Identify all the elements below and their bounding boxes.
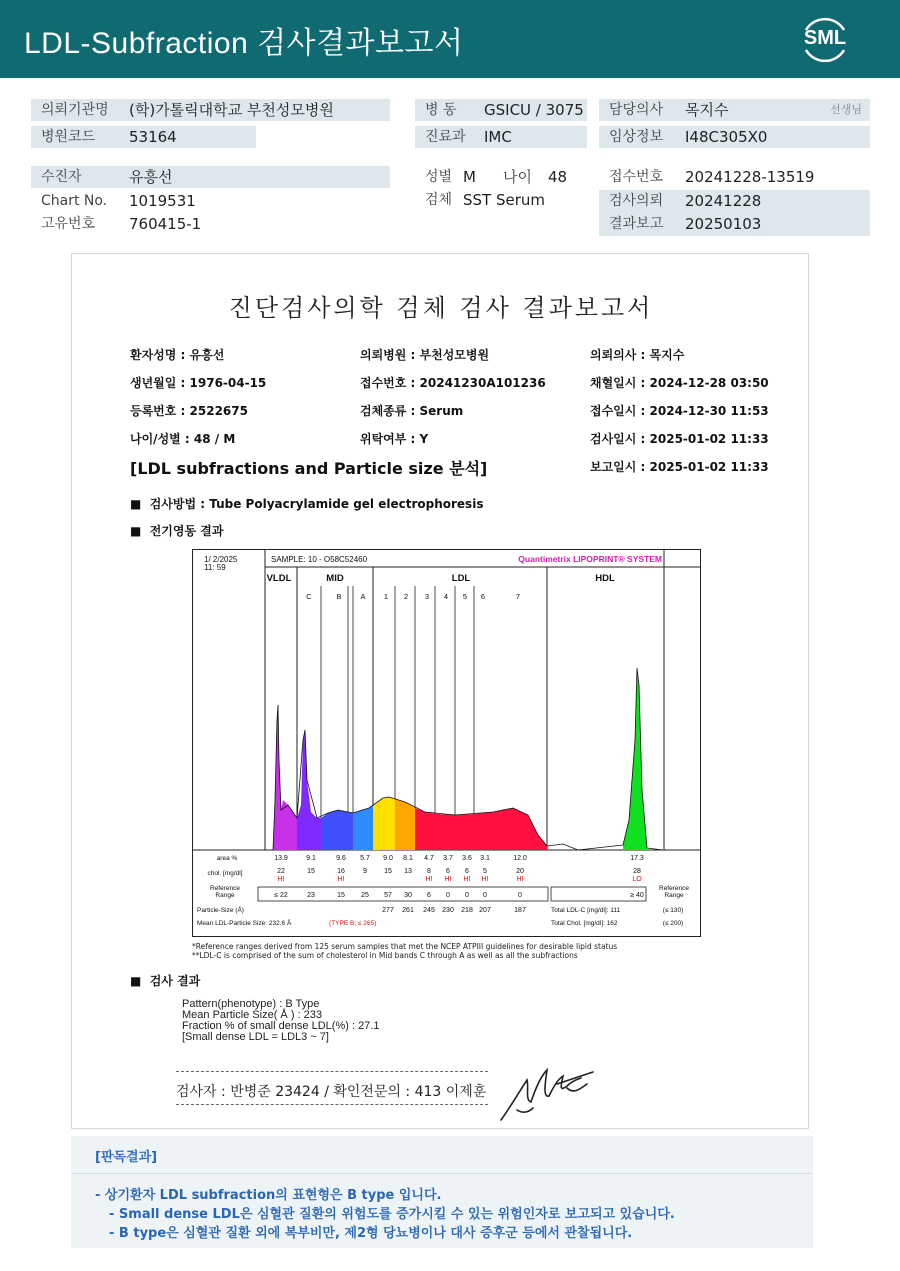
report-title: 진단검사의학 검체 검사 결과보고서: [228, 294, 654, 322]
receipt-field: [599, 166, 870, 188]
doctor-value: 목지수: [685, 101, 729, 119]
divider: [176, 1104, 488, 1105]
chart-flag: HI: [463, 876, 471, 883]
chart-area-value: 9.1: [306, 855, 316, 862]
chart-psize-value: 218: [461, 907, 473, 914]
chart-ref-value: 15: [337, 892, 345, 899]
req-value: 20241228: [685, 192, 762, 210]
method-line: [130, 495, 483, 512]
chart-chol-value: 15: [384, 868, 392, 875]
field-doctor: 의뢰의사 : 목지수: [590, 348, 685, 362]
field-age-sex: 나이/성별 : 48 / M: [130, 432, 236, 446]
chart-area-mid-b: [321, 810, 353, 850]
field-receipt: 접수번호 : 20241230A101236: [360, 376, 546, 390]
result-heading: [130, 972, 200, 989]
chart-area-value: 13.9: [274, 855, 288, 862]
chart-ref-value: 25: [361, 892, 369, 899]
patient-field: [31, 166, 390, 188]
note-1: *Reference ranges derived from 125 serum samples that met the NCEP ATPIII guidelines for desirable lipid status: [192, 942, 618, 951]
report-subtitle: [LDL subfractions and Particle size 분석]: [130, 459, 488, 478]
bullet-icon: ■: [130, 974, 150, 988]
header-bar: [0, 0, 900, 78]
dept-value: IMC: [484, 128, 512, 146]
interpretation-header: [71, 1136, 813, 1174]
chart-ref-value: 0: [518, 892, 522, 899]
chart-ref-right: Range: [664, 892, 684, 899]
chart-ref-value: ≤ 22: [274, 892, 288, 899]
interpretation-line-1: - 상기환자 LDL subfraction의 표현형은 B type 입니다.: [95, 1188, 442, 1203]
field-reg-no: 등록번호 : 2522675: [130, 404, 248, 418]
doctor-suffix: 선생님: [830, 103, 862, 116]
interpretation-line-2: - Small dense LDL은 심혈관 질환의 위험도를 증가시킬 수 있는 위험인자로 보고되고 있습니다.: [109, 1207, 675, 1222]
ward-value: GSICU / 3075: [484, 101, 584, 119]
sex-label: 성별: [425, 169, 453, 185]
method-text: 검사방법 : Tube Polyacrylamide gel electrophoresis: [149, 497, 484, 511]
chart-psize-value: 245: [423, 907, 435, 914]
field-patient-name: 환자성명 : 유흥선: [130, 348, 225, 362]
chart-svg: [193, 550, 700, 936]
specimen-label: 검체: [425, 192, 453, 208]
specimen-value: SST Serum: [463, 191, 546, 209]
logo-text: SML: [803, 27, 847, 49]
chart-band-label-2: 2: [403, 592, 409, 601]
uid-label: 고유번호: [41, 216, 96, 232]
field-birth: 생년월일 : 1976-04-15: [130, 376, 267, 390]
chart-chol-value: 6: [465, 868, 469, 875]
chart-psize-value: 277: [382, 907, 394, 914]
chart-ref-value: 0: [446, 892, 450, 899]
chart-sample: SAMPLE: 10 - O58C52460: [271, 555, 368, 564]
field-received: 접수일시 : 2024-12-30 11:53: [590, 404, 769, 418]
chart-group-label-hdl: HDL: [595, 573, 615, 584]
code-label: 병원코드: [41, 129, 96, 145]
note-2: **LDL-C is comprised of the sum of cholesterol in Mid bands C through A as well as all the subfractions: [192, 951, 578, 960]
doctor-field: [599, 99, 870, 121]
chart-flag: HI: [516, 876, 524, 883]
chart-ref-value: ≥ 40: [630, 892, 644, 899]
chart-flag: HI: [337, 876, 345, 883]
receipt-label: 접수번호: [609, 169, 664, 185]
dept-label: 진료과: [425, 129, 466, 145]
hospital-label: 의뢰기관명: [41, 102, 109, 118]
field-tested: 검사일시 : 2025-01-02 11:33: [590, 432, 769, 446]
chart-band-label-7: 7: [515, 592, 521, 601]
page-title: LDL-Subfraction 검사결과보고서: [24, 27, 464, 60]
chart-psize-value: 230: [442, 907, 454, 914]
chart-row-label-psize: Particle-Size (Å): [197, 907, 244, 914]
chart-ref-value: 0: [465, 892, 469, 899]
chart-date: 1/ 2/2025: [204, 555, 238, 564]
chart-psize-value: 261: [402, 907, 414, 914]
clinical-field: [599, 126, 870, 148]
interpretation-heading: [판독결과]: [95, 1150, 158, 1165]
code-value: 53164: [129, 128, 177, 146]
ward-label: 병 동: [425, 102, 457, 118]
clinical-value: I48C305X0: [685, 128, 768, 146]
chart-area-value: 9.0: [383, 855, 393, 862]
result-small-dense: [Small dense LDL = LDL3 ~ 7]: [182, 1031, 329, 1043]
chart-band-label-b: B: [336, 592, 342, 601]
chart-area-value: 3.6: [462, 855, 472, 862]
sex-value: M: [463, 168, 476, 186]
chart-band-label-4: 4: [443, 592, 449, 601]
chart-psize-value: 187: [514, 907, 526, 914]
report-label: 결과보고: [609, 216, 664, 232]
chart-band-label-3: 3: [424, 592, 430, 601]
hospital-field: [31, 99, 390, 121]
clinical-label: 임상정보: [609, 129, 664, 145]
chart-total-ldl-ref: (≤ 130): [662, 907, 684, 914]
chart-no-field: [31, 190, 390, 212]
sex-age-field: [415, 166, 595, 188]
chart-row-label-chol: chol. [mg/dl]: [207, 870, 243, 877]
chart-total-ldl: Total LDL-C [mg/dl]: 111: [551, 907, 621, 914]
chart-flag: HI: [425, 876, 433, 883]
chart-system-title: Quantimetrix LIPOPRINT® SYSTEM: [518, 554, 662, 564]
chart-area-value: 12.0: [513, 855, 527, 862]
code-field: [31, 126, 256, 148]
age-value: 48: [548, 168, 568, 186]
ward-field: [415, 99, 587, 121]
field-referral: 위탁여부 : Y: [360, 432, 429, 446]
chart-band-label-5: 5: [462, 592, 468, 601]
field-reported: 보고일시 : 2025-01-02 11:33: [590, 460, 769, 474]
report-value: 20250103: [685, 215, 762, 233]
chart-area-value: 3.1: [480, 855, 490, 862]
chart-group-label-ldl: LDL: [451, 573, 471, 584]
chart-area-value: 8.1: [403, 855, 413, 862]
chart-band-label-6: 6: [480, 592, 486, 601]
chart-area-value: 17.3: [630, 855, 644, 862]
specimen-field: [415, 189, 595, 211]
result-pattern: Pattern(phenotype) : B Type: [182, 998, 320, 1010]
chart-row-label-ref: Reference: [210, 885, 240, 892]
chart-chol-value: 9: [363, 868, 367, 875]
chart-flag: HI: [481, 876, 489, 883]
chart-area-ldl-2: [395, 799, 415, 850]
sml-logo: [798, 14, 852, 64]
req-label: 검사의뢰: [609, 193, 664, 209]
result-heading-text: 검사 결과: [149, 974, 201, 988]
chart-area-mid-a: [353, 806, 373, 850]
chart-chol-value: 5: [483, 868, 487, 875]
chart-chol-value: 6: [446, 868, 450, 875]
req-report-block: [599, 190, 870, 236]
chart-chol-value: 28: [633, 868, 641, 875]
result-mean-size: Mean Particle Size( Å ) : 233: [182, 1009, 323, 1021]
field-collection: 채혈일시 : 2024-12-28 03:50: [590, 376, 769, 390]
chart-area-mid-c: [297, 730, 321, 850]
chart-ref-right: Reference: [659, 885, 689, 892]
chart-band-label-c: C: [306, 592, 312, 601]
signature-image: [497, 1062, 602, 1124]
chart-area-value: 9.6: [336, 855, 346, 862]
interpretation-panel: [71, 1136, 813, 1248]
chart-row-label-area: area %: [216, 855, 238, 862]
chart-ref-value: 6: [427, 892, 431, 899]
report-sheet: [71, 253, 809, 1129]
chart-total-chol-ref: (≤ 200): [662, 920, 684, 927]
chart-area-value: 3.7: [443, 855, 453, 862]
chart-no-value: 1019531: [129, 192, 196, 210]
receipt-value: 20241228-13519: [685, 168, 815, 186]
electro-heading: [130, 522, 223, 539]
chart-band-label-a: A: [360, 592, 366, 601]
bullet-icon: ■: [130, 524, 150, 538]
interpretation-line-3: - B type은 심혈관 질환 외에 복부비만, 제2형 당뇨병이나 대사 증후군 등에서 관찰됩니다.: [109, 1226, 633, 1241]
chart-psize-value: 207: [479, 907, 491, 914]
chart-band-label-1: 1: [383, 592, 389, 601]
electro-text: 전기영동 결과: [149, 524, 224, 538]
inspector-line: 검사자 : 반병준 23424 / 확인전문의 : 413 이제훈: [176, 1084, 487, 1100]
chart-time: 11: 59: [204, 563, 226, 572]
chart-group-label-mid: MID: [326, 573, 344, 584]
patient-value: 유흥선: [129, 168, 173, 186]
result-block: [182, 999, 379, 1043]
chart-flag: HI: [277, 876, 285, 883]
dept-field: [415, 126, 587, 148]
chart-ref-value: 30: [404, 892, 412, 899]
chart-chol-value: 15: [307, 868, 315, 875]
chart-area-value: 5.7: [360, 855, 370, 862]
chart-ref-box: [258, 887, 548, 901]
chart-chol-value: 13: [404, 868, 412, 875]
chart-chol-value: 16: [337, 868, 345, 875]
chart-group-label-vldl: VLDL: [266, 573, 292, 584]
uid-value: 760415-1: [129, 215, 202, 233]
chart-flag: LO: [632, 876, 642, 883]
field-specimen: 검체종류 : Serum: [360, 404, 464, 418]
chart-no-label: Chart No.: [41, 193, 108, 209]
chart-chol-value: 22: [277, 868, 285, 875]
divider: [176, 1071, 488, 1072]
chart-ref-value: 23: [307, 892, 315, 899]
chart-ref-value: 0: [483, 892, 487, 899]
hospital-value: (학)가톨릭대학교 부천성모병원: [129, 101, 334, 119]
patient-label: 수진자: [41, 169, 82, 185]
chart-ref-value: 57: [384, 892, 392, 899]
field-hospital: 의뢰병원 : 부천성모병원: [360, 348, 490, 362]
age-label: 나이: [503, 168, 532, 186]
chart-mean-size: Mean LDL-Particle Size: 232.6 Å: [197, 920, 292, 927]
chart-row-label-ref: Range: [215, 892, 235, 899]
chart-area-hdl: [623, 668, 647, 850]
chart-chol-value: 20: [516, 868, 524, 875]
chart-area-value: 4.7: [424, 855, 434, 862]
chart-flag: HI: [444, 876, 452, 883]
chart-chol-value: 8: [427, 868, 431, 875]
result-fraction: Fraction % of small dense LDL(%) : 27.1: [182, 1020, 380, 1032]
doctor-label: 담당의사: [609, 102, 664, 118]
chart-total-chol: Total Chol. [mg/dl]: 162: [551, 920, 618, 927]
lipoprint-chart: [192, 549, 701, 937]
uid-field: [31, 213, 390, 235]
chart-mean-type: (TYPE B; ≤ 265): [329, 920, 377, 927]
chart-area-ldl-1: [373, 797, 395, 850]
bullet-icon: ■: [130, 497, 150, 511]
